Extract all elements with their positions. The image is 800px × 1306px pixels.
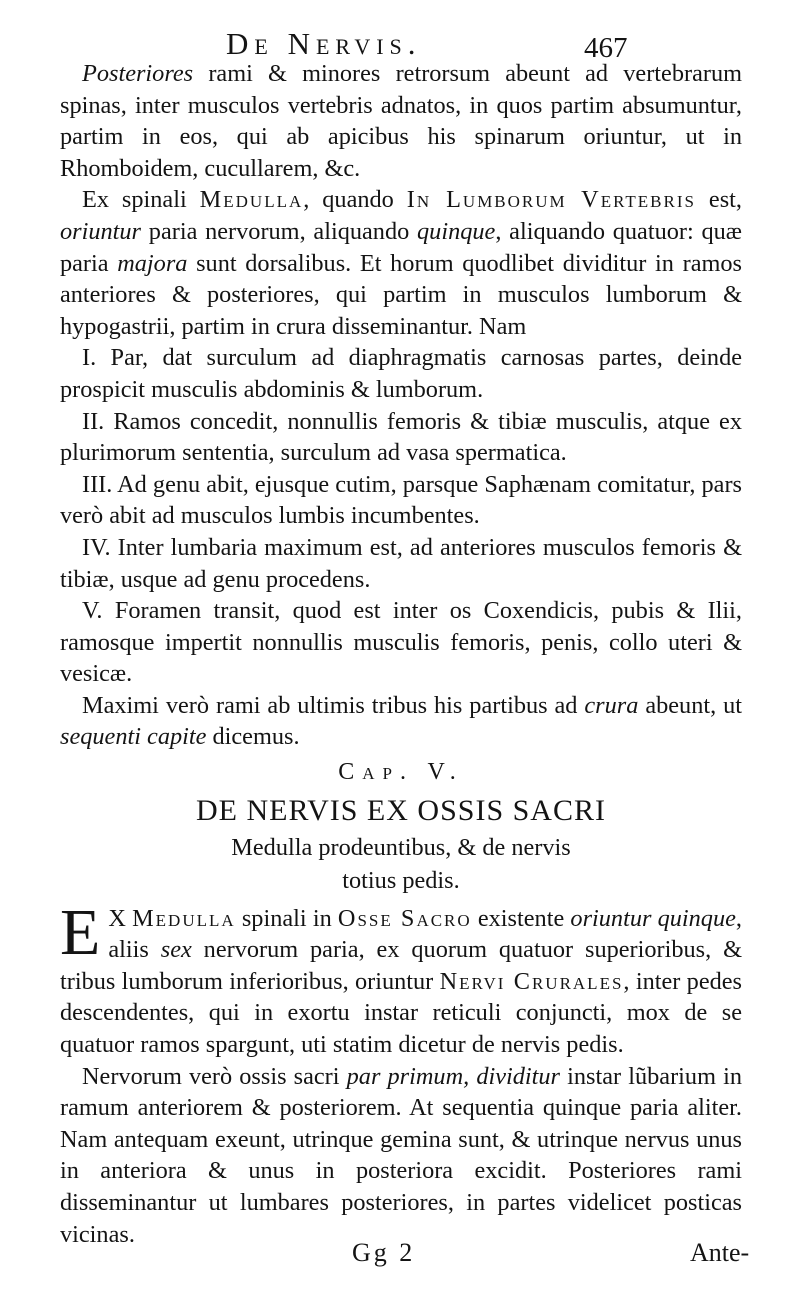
running-head: [0, 18, 800, 62]
paragraph-ex-medulla: [60, 895, 742, 1061]
chapter-label: Cap. V.: [338, 759, 464, 786]
signature-mark: Gg 2: [352, 1238, 416, 1267]
paragraph-par-5: V. Foramen transit, quod est inter os Coxendicis, pubis & Ilii, ramosque impertit nonnullis musculis femoris, penis, collo uteri & vesicæ.: [60, 597, 742, 688]
paragraph-par-1: I. Par, dat surculum ad diaphragmatis carnosas partes, deinde prospicit musculis abdominis & lumborum.: [60, 344, 742, 403]
paragraph-par-4: IV. Inter lumbaria maximum est, ad anteriores musculos femoris & tibiæ, usque ad genu procedens.: [60, 533, 742, 593]
paragraph-lumbar-nerves: Ex spinali Medulla, quando In Lumborum Vertebris est, oriuntur paria nervorum, aliquando quinque, aliquando quatuor: quæ paria majora sunt dorsalibus. Et horum quodlibet dividitur in ramos anteriores & posteriores, qui partim in musculos lumborum & hypogastrii, partim in crura disseminantur. Nam: [60, 186, 742, 340]
chapter-subtitle-line-2: totius pedis.: [342, 866, 460, 894]
paragraph-par-3: III. Ad genu abit, ejusque cutim, parsque Saphænam comitatur, pars verò abit ad musculos lumbis incumbentes.: [60, 470, 742, 530]
catchword: Ante-: [690, 1238, 750, 1267]
paragraph-maximi: Maximi verò rami ab ultimis tribus his partibus ad crura abeunt, ut sequenti capite dicemus.: [60, 691, 742, 751]
paragraph-ex-medulla-text: X Medulla spinali in Osse Sacro existente oriuntur quinque, aliis sex nervorum paria, ex quorum quatuor superioribus, & tribus lumborum inferioribus, oriuntur Nervi Crurales, inter pedes descendentes, qui in exortu instar reticuli conjuncti, mox de se quatuor ramos spargunt, uti statim dicetur de nervis pedis.: [60, 904, 742, 1059]
page-footer: [0, 1238, 800, 1278]
paragraph-ossis-sacri: Nervorum verò ossis sacri par primum, dividitur instar lũbarium in ramum anteriorem & posteriorem. At sequentia quinque paria aliter. Nam antequam exeunt, utrinque gemina sunt, & utrinque nervus unus in anteriora & unus in posteriora excidit. Posteriores rami disseminantur ut lumbares posteriores, in partes videlicet posticas vicinas.: [60, 1062, 742, 1248]
chapter-title: DE NERVIS EX OSSIS SACRI: [196, 793, 606, 827]
paragraph-par-2: II. Ramos concedit, nonnullis femoris & tibiæ musculis, atque ex plurimorum sententia, surculum ad vasa spermatica.: [60, 407, 742, 467]
page-number: 467: [584, 32, 628, 64]
running-title: De Nervis.: [226, 26, 422, 61]
paragraph-posteriores: Posteriores rami & minores retrorsum abeunt ad vertebrarum spinas, inter musculos vertebris adnatos, in quos partim absumuntur, partim in eos, qui ab apicibus his spinarum oriuntur, ut in Rhomboidem, cucullarem, &c.: [60, 60, 742, 182]
text-body: [60, 58, 742, 1250]
drop-cap: E: [60, 895, 101, 969]
chapter-subtitle-line-1: Medulla prodeuntibus, & de nervis: [231, 833, 571, 861]
